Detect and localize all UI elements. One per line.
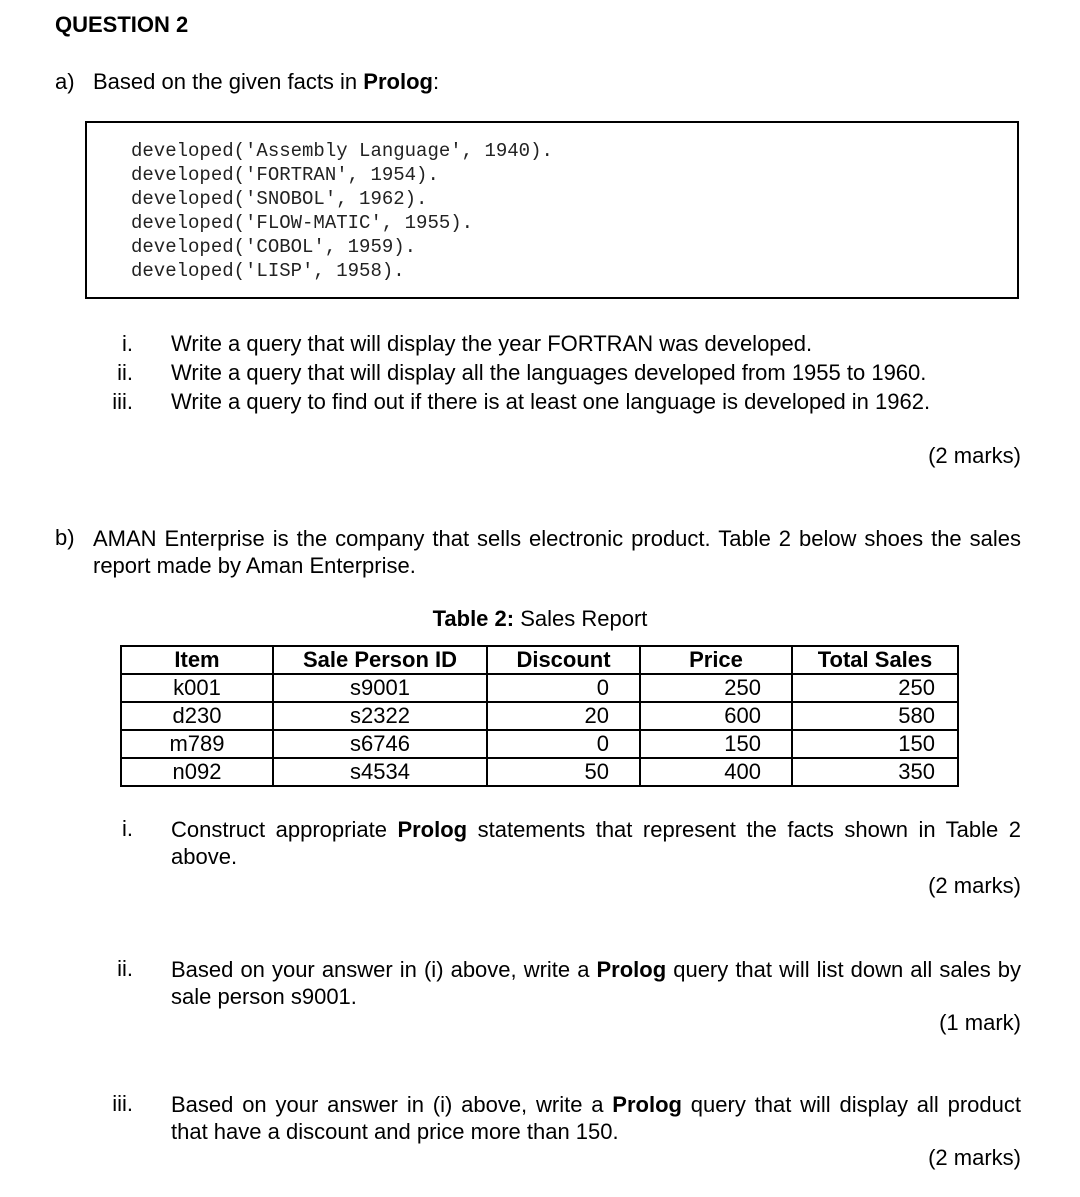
table-cell: s6746 [273, 730, 487, 758]
code-line: developed('LISP', 1958). [131, 260, 405, 282]
table-cell: s9001 [273, 674, 487, 702]
sales-report-table [120, 645, 959, 787]
table-cell: n092 [121, 758, 273, 786]
table-row [121, 702, 958, 730]
part-a-intro-suffix: : [432, 69, 440, 94]
table-cell: 150 [792, 730, 958, 758]
item-text: query that will display all product that have a discount and price more than 150. [171, 1092, 1021, 1144]
part-b-item-number: iii. [112, 1091, 133, 1116]
part-b-item-text [171, 956, 1021, 1010]
part-a-intro [93, 69, 439, 95]
column-header: Sale Person ID [273, 646, 487, 674]
item-text: query that will list down all sales by sale person s9001. [171, 957, 1022, 1009]
column-header: Item [121, 646, 273, 674]
table-cell: 600 [640, 702, 792, 730]
table-caption-label: Table 2: [432, 606, 515, 631]
question-title: QUESTION 2 [55, 12, 189, 37]
part-a-item-text: Write a query that will display the year FORTRAN was developed. [171, 331, 813, 356]
code-line: developed('FLOW-MATIC', 1955). [131, 212, 474, 234]
table-cell: s4534 [273, 758, 487, 786]
table-cell: s2322 [273, 702, 487, 730]
table-cell: 250 [792, 674, 958, 702]
item-text: Construct appropriate [171, 817, 398, 842]
part-a-item-number: iii. [112, 389, 133, 414]
column-header: Price [640, 646, 792, 674]
part-b-item-text [171, 1091, 1021, 1145]
item-bold: Prolog [397, 817, 468, 842]
column-header: Total Sales [792, 646, 958, 674]
table-cell: 50 [487, 758, 640, 786]
item-text: Based on your answer in (i) above, write a [171, 1092, 613, 1117]
part-b-item-number: ii. [117, 956, 133, 981]
table-row [121, 674, 958, 702]
table-cell: 0 [487, 730, 640, 758]
table-cell: 350 [792, 758, 958, 786]
table-cell: 580 [792, 702, 958, 730]
part-a-item-number: i. [122, 331, 133, 356]
part-a-intro-bold: Prolog [363, 69, 433, 94]
part-b-item-marks: (1 mark) [939, 1010, 1021, 1035]
prolog-facts-box [85, 121, 1019, 299]
table-cell: 400 [640, 758, 792, 786]
table-caption-title: Sales Report [514, 606, 648, 631]
item-text: statements that represent the facts shown in Table 2 above. [171, 817, 1021, 869]
code-line: developed('Assembly Language', 1940). [131, 140, 553, 162]
code-line: developed('FORTRAN', 1954). [131, 164, 439, 186]
part-b-intro: AMAN Enterprise is the company that sells electronic product. Table 2 below shoes the sales report made by Aman Enterprise. [93, 526, 1021, 578]
item-text: Based on your answer in (i) above, write a [171, 957, 597, 982]
table-header-row [121, 646, 958, 674]
table-cell: 20 [487, 702, 640, 730]
table-cell: k001 [121, 674, 273, 702]
table-cell: 150 [640, 730, 792, 758]
part-a-item-text: Write a query to find out if there is at least one language is developed in 1962. [171, 389, 931, 414]
part-a-item-number: ii. [117, 360, 133, 385]
item-bold: Prolog [596, 957, 667, 982]
part-a-marks: (2 marks) [928, 443, 1021, 468]
table-cell: 0 [487, 674, 640, 702]
part-b-item-marks: (2 marks) [928, 1145, 1021, 1170]
part-b-item-marks: (2 marks) [928, 873, 1021, 898]
table-cell: d230 [121, 702, 273, 730]
table-caption [0, 606, 1080, 632]
item-bold: Prolog [612, 1092, 682, 1117]
part-b-item-number: i. [122, 816, 133, 841]
part-b-item-text [171, 816, 1021, 870]
part-b-label: b) [55, 525, 75, 550]
table-row [121, 758, 958, 786]
part-a-intro-text: Based on the given facts in [93, 69, 364, 94]
column-header: Discount [487, 646, 640, 674]
code-line: developed('SNOBOL', 1962). [131, 188, 428, 210]
part-a-item-text: Write a query that will display all the languages developed from 1955 to 1960. [171, 360, 927, 385]
table-cell: m789 [121, 730, 273, 758]
table-row [121, 730, 958, 758]
code-line: developed('COBOL', 1959). [131, 236, 417, 258]
table-cell: 250 [640, 674, 792, 702]
part-a-label: a) [55, 69, 75, 94]
